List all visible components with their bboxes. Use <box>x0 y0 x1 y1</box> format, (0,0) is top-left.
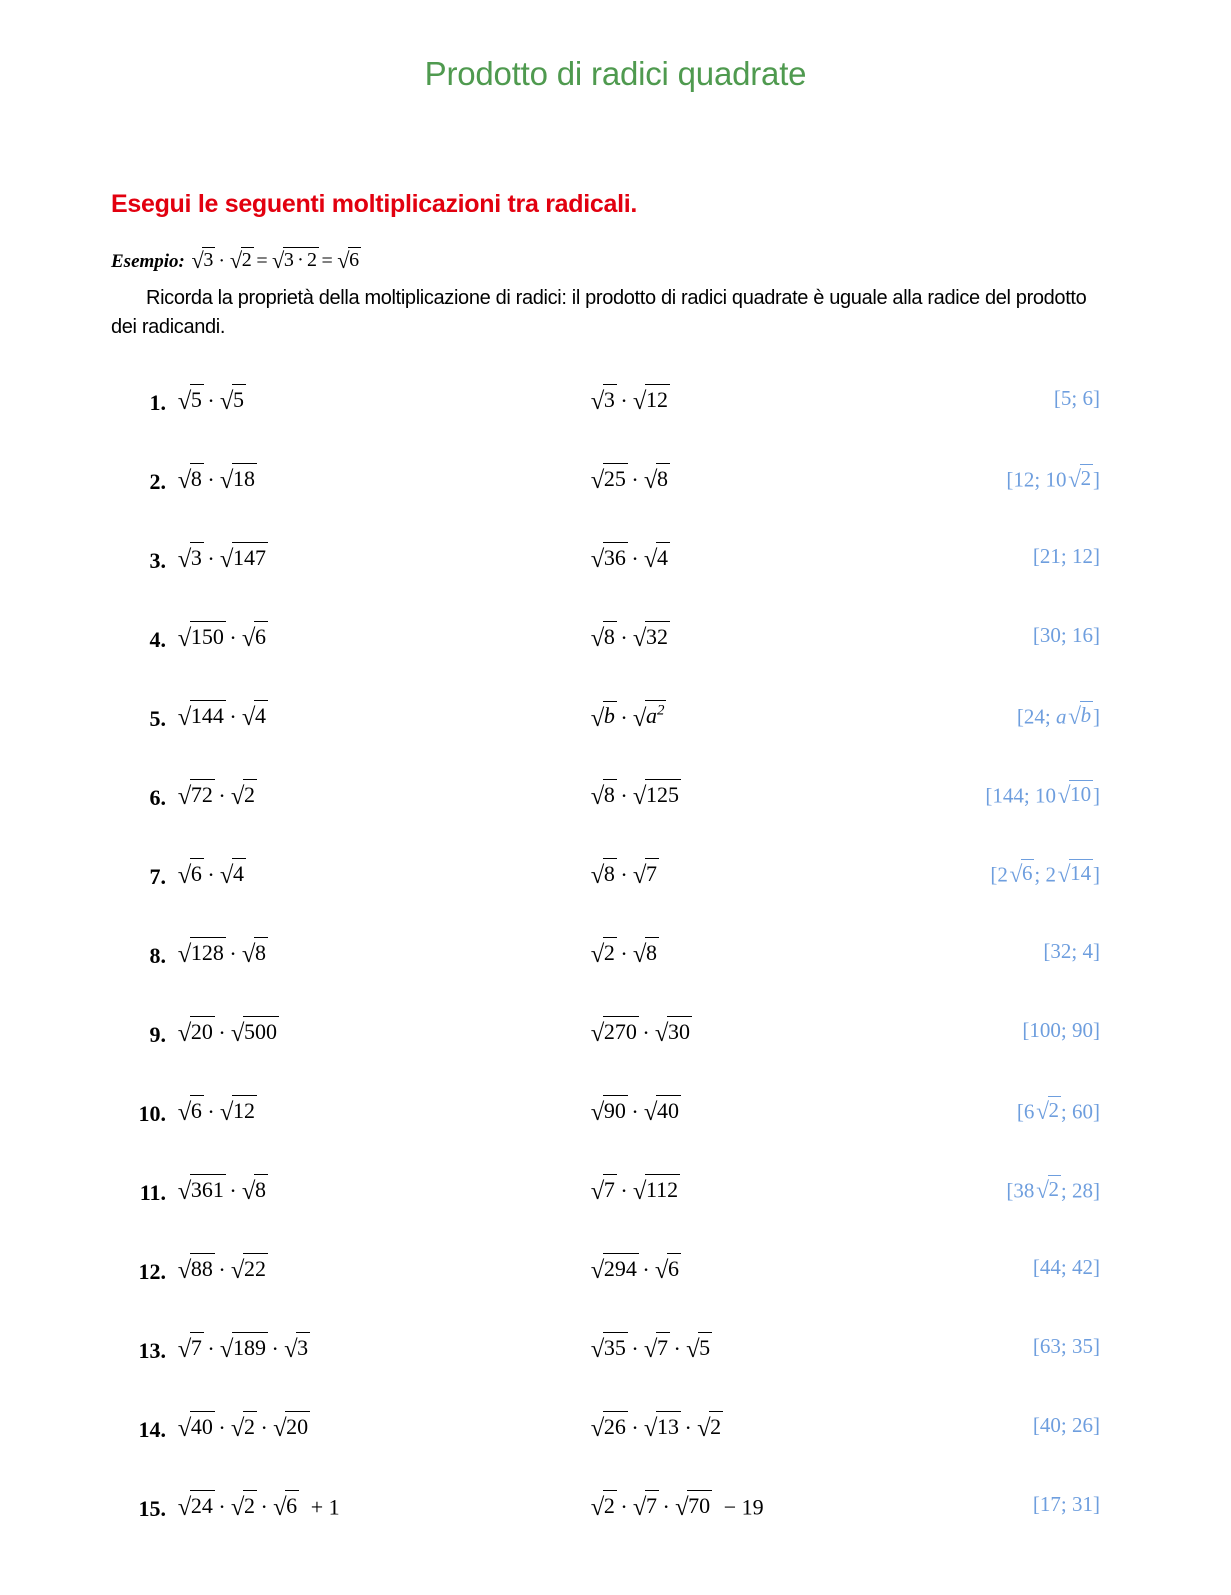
exercise-expression-right: √26 · √13 · √2 <box>589 1413 723 1441</box>
exercise-number: 9. <box>149 1022 166 1047</box>
exercise-row <box>0 1097 1231 1176</box>
exercise-answer: [17; 31] <box>1032 1492 1100 1516</box>
exercise-answer: [30; 16] <box>1032 623 1100 647</box>
exercise-answer: [2√6; 2√14] <box>990 860 1100 887</box>
exercise-expression-left: √361 · √8 <box>176 1176 268 1204</box>
exercise-answer: [144; 10√10] <box>985 781 1100 808</box>
instruction-heading: Esegui le seguenti moltiplicazioni tra radicali. <box>111 190 638 218</box>
exercise-row <box>0 465 1231 544</box>
exercise-number: 12. <box>138 1259 166 1284</box>
exercise-number: 2. <box>149 469 166 494</box>
exercise-answer: [5; 6] <box>1053 386 1100 410</box>
exercise-row <box>0 1334 1231 1413</box>
exercise-row <box>0 544 1231 623</box>
exercise-row <box>0 939 1231 1018</box>
exercise-expression-right: √2 · √7 · √70 − 19 <box>589 1492 764 1520</box>
exercise-expression-left: √3 · √147 <box>176 544 268 572</box>
exercise-number: 11. <box>139 1180 166 1205</box>
exercise-number: 3. <box>149 548 166 573</box>
exercise-expression-left: √7 · √189 · √3 <box>176 1334 310 1362</box>
exercise-expression-left: √20 · √500 <box>176 1018 279 1046</box>
exercise-number: 15. <box>138 1496 166 1521</box>
exercise-answer: [63; 35] <box>1032 1334 1100 1358</box>
exercise-number: 7. <box>149 864 166 889</box>
exercise-expression-left: √24 · √2 · √6 + 1 <box>176 1492 340 1520</box>
exercise-expression-left: √6 · √4 <box>176 860 246 888</box>
exercise-expression-left: √72 · √2 <box>176 781 257 809</box>
exercise-number: 14. <box>138 1417 166 1442</box>
exercise-expression-left: √5 · √5 <box>176 386 246 414</box>
exercise-number: 4. <box>149 627 166 652</box>
example-math: √3 · √2 = √3 · 2 = √6 <box>191 247 360 273</box>
exercise-row <box>0 1492 1231 1571</box>
note-paragraph: Ricorda la proprietà della moltiplicazione di radici: il prodotto di radici quadrate è uguale alla radice del prodotto dei radicandi. <box>111 287 1087 338</box>
exercise-row <box>0 1176 1231 1255</box>
exercise-answer: [38√2; 28] <box>1006 1176 1100 1203</box>
exercise-number: 1. <box>149 390 166 415</box>
exercise-expression-right: √36 · √4 <box>589 544 670 572</box>
exercise-answer: [6√2; 60] <box>1017 1097 1100 1124</box>
exercise-number: 10. <box>138 1101 166 1126</box>
exercise-answer: [32; 4] <box>1043 939 1100 963</box>
exercise-row <box>0 1413 1231 1492</box>
exercise-expression-right: √294 · √6 <box>589 1255 681 1283</box>
exercise-expression-left: √8 · √18 <box>176 465 257 493</box>
exercise-answer: [12; 10√2] <box>1006 465 1100 492</box>
exercise-row <box>0 1018 1231 1097</box>
page-title: Prodotto di radici quadrate <box>424 55 807 92</box>
exercise-number: 8. <box>149 943 166 968</box>
exercise-expression-right: √3 · √12 <box>589 386 670 414</box>
exercise-row <box>0 860 1231 939</box>
exercise-expression-right: √2 · √8 <box>589 939 659 967</box>
exercise-answer: [44; 42] <box>1032 1255 1100 1279</box>
exercise-row <box>0 386 1231 465</box>
exercise-number: 5. <box>149 706 166 731</box>
exercise-row <box>0 781 1231 860</box>
exercise-row <box>0 1255 1231 1334</box>
exercise-expression-right: √7 · √112 <box>589 1176 680 1204</box>
exercise-answer: [21; 12] <box>1032 544 1100 568</box>
exercise-expression-right: √8 · √7 <box>589 860 659 888</box>
exercise-answer: [40; 26] <box>1032 1413 1100 1437</box>
exercise-expression-right: √8 · √125 <box>589 781 681 809</box>
exercise-expression-right: $√b \cdot √a^2$ <box>589 702 666 731</box>
exercise-expression-right: √25 · √8 <box>589 465 670 493</box>
example-line <box>111 248 361 273</box>
exercise-expression-left: √40 · √2 · √20 <box>176 1413 310 1441</box>
exercise-expression-left: √88 · √22 <box>176 1255 268 1283</box>
exercise-expression-right: √90 · √40 <box>589 1097 681 1125</box>
exercise-expression-left: √6 · √12 <box>176 1097 257 1125</box>
exercise-expression-right: √35 · √7 · √5 <box>589 1334 712 1362</box>
exercise-expression-left: √150 · √6 <box>176 623 268 651</box>
exercise-expression-left: √128 · √8 <box>176 939 268 967</box>
exercise-expression-right: √8 · √32 <box>589 623 670 651</box>
exercise-row <box>0 702 1231 781</box>
exercise-expression-left: √144 · √4 <box>176 702 268 730</box>
exercise-list <box>0 386 1231 1571</box>
example-label: Esempio: <box>111 251 185 273</box>
exercise-answer: [24; a√b] <box>1017 702 1100 729</box>
exercise-number: 6. <box>149 785 166 810</box>
exercise-row <box>0 623 1231 702</box>
exercise-expression-right: √270 · √30 <box>589 1018 692 1046</box>
exercise-answer: [100; 90] <box>1022 1018 1100 1042</box>
exercise-number: 13. <box>138 1338 166 1363</box>
